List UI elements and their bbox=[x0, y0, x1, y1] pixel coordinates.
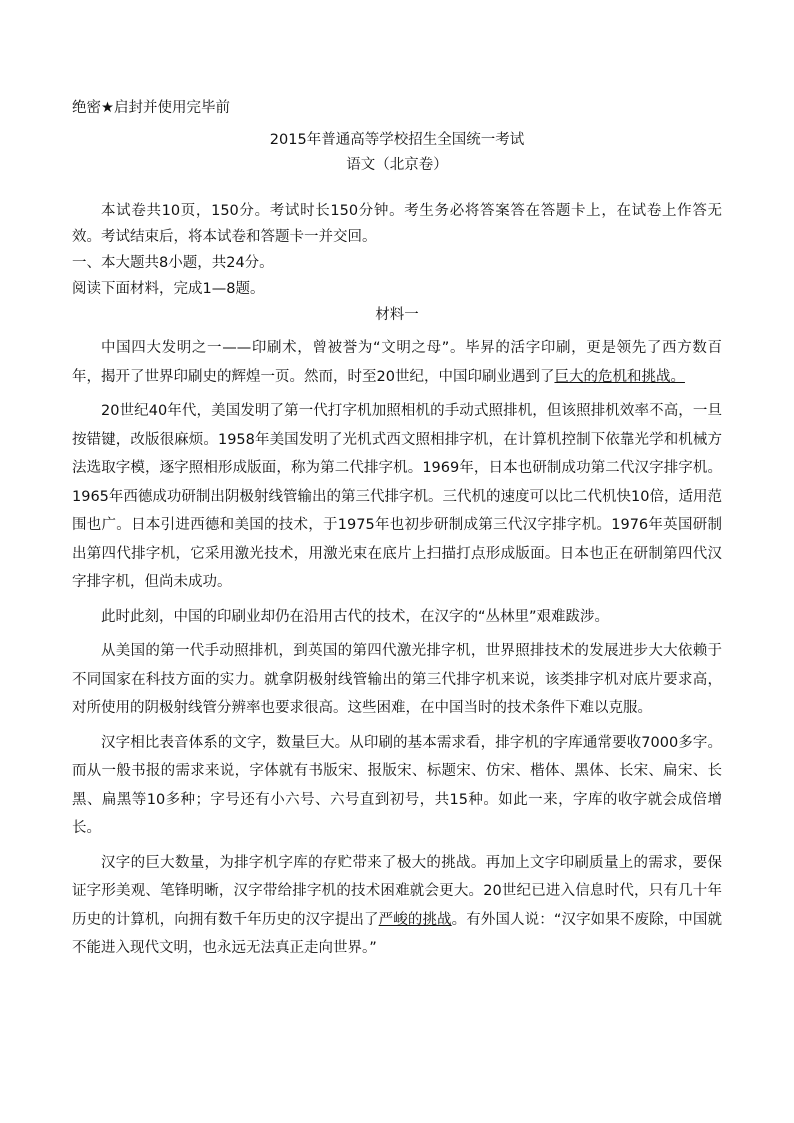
subject-title: 语文（北京卷） bbox=[346, 157, 448, 173]
paragraph-3: 此时此刻，中国的印刷业却仍在沿用古代的技术，在汉字的“丛林里”艰难跋涉。 bbox=[101, 608, 610, 625]
material-body bbox=[72, 334, 722, 963]
paragraph-6-text-b: 。有外国人说：“汉字如果不废除，中国就不能进入现代文明，也永远无法真正走向世界。” bbox=[72, 911, 723, 956]
section-heading: 一、本大题共8小题，共24分。 bbox=[72, 255, 274, 271]
paragraph-6-text-a: 汉字的巨大数量，为排字机字库的存贮带来了极大的挑战。再加上文字印刷质量上的需求，要保证字形美观、笔锋明晰，汉字带给排字机的技术困难就会更大。20世纪已进入信息时代，只有几十年历史的计算机，向拥有数千年历史的汉字提出了 bbox=[72, 854, 722, 928]
material-title: 材料一 bbox=[375, 307, 419, 323]
paragraph-1-text: 中国四大发明之一——印刷术，曾被誉为“文明之母”。毕昇的活字印刷，更是领先了西方数百年，揭开了世界印刷史的辉煌一页。然而，时至20世纪，中国印刷业遇到了 bbox=[72, 340, 722, 385]
paragraph-4: 从美国的第一代手动照排机，到英国的第四代激光排字机，世界照排技术的发展进步大大依赖于不同国家在科技方面的实力。就拿阴极射线管输出的第三代排字机来说，该类排字机对底片要求高，对所使用的阴极射线管分辨率也要求很高。这些困难，在中国当时的技术条件下难以克服。 bbox=[72, 643, 722, 716]
paragraph-2: 20世纪40年代，美国发明了第一代打字机加照相机的手动式照排机，但该照排机效率不高，一旦按错键，改版很麻烦。1958年美国发明了光机式西文照相排字机，在计算机控制下依靠光学和机械方法选取字模，逐字照相形成版面，称为第二代排字机。1969年，日本也研制成功第二代汉字排字机。1965年西德成功研制出阴极射线管输出的第三代排字机。三代机的速度可以比二代机快10倍，适用范围也广。日本引进西德和美国的技术，于1975年也初步研制成第三代汉字排字机。1976年英国研制出第四代排字机，它采用激光技术，用激光束在底片上扫描打点形成版面。日本也正在研制第四代汉字排字机，但尚未成功。 bbox=[72, 403, 722, 590]
section-directive: 阅读下面材料，完成1—8题。 bbox=[72, 281, 265, 297]
instructions-block bbox=[72, 198, 722, 328]
paragraph-1-underlined: 巨大的危机和挑战。 bbox=[554, 368, 685, 385]
exam-title: 2015年普通高等学校招生全国统一考试 bbox=[269, 132, 525, 148]
instructions-text: 本试卷共10页，150分。考试时长150分钟。考生务必将答案答在答题卡上，在试卷上作答无效。考试结束后，将本试卷和答题卡一并交回。 bbox=[72, 203, 722, 245]
paragraph-6-underlined: 严峻的挑战 bbox=[378, 911, 452, 928]
confidential-label: 绝密★启封并使用完毕前 bbox=[72, 100, 230, 116]
paragraph-1 bbox=[72, 334, 722, 391]
paragraph-6 bbox=[72, 849, 722, 963]
paragraph-5: 汉字相比表音体系的文字，数量巨大。从印刷的基本需求看，排字机的字库通常要收7000多字。而从一般书报的需求来说，字体就有书版宋、报版宋、标题宋、仿宋、楷体、黑体、长宋、扁宋、长黑、扁黑等10多种；字号还有小六号、六号直到初号，共15种。如此一来，字库的收字就会成倍增长。 bbox=[72, 734, 722, 836]
